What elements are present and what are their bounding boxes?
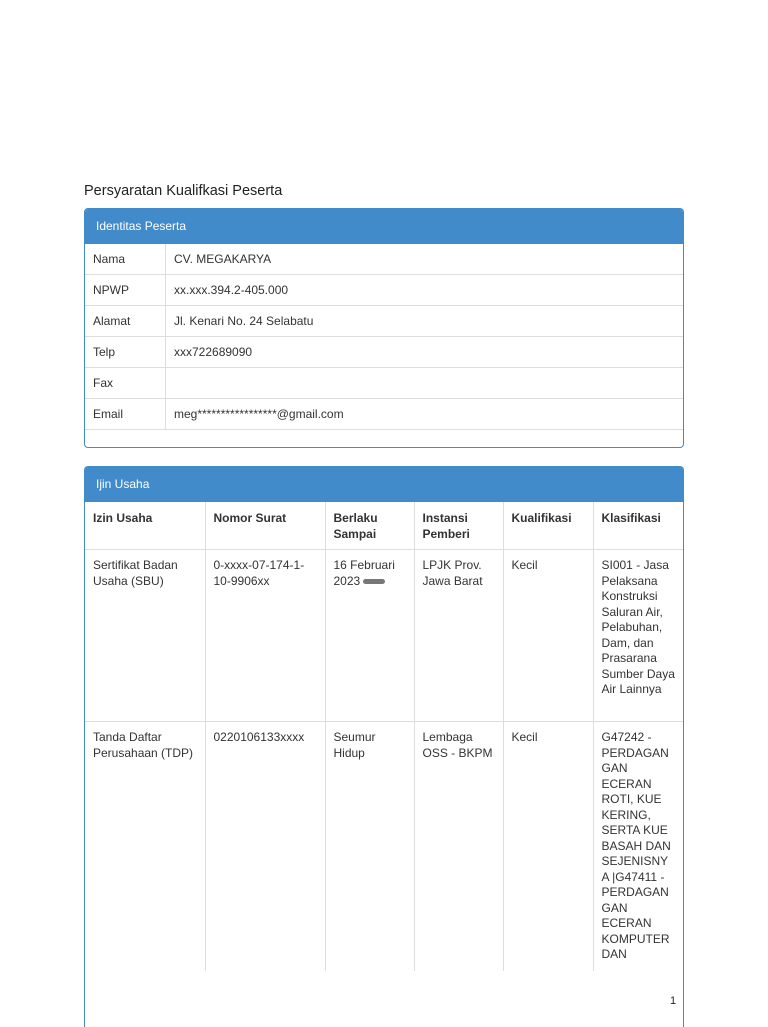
table-row bbox=[85, 550, 683, 722]
alamat-value: Jl. Kenari No. 24 Selabatu bbox=[166, 306, 684, 337]
ijin-header-row bbox=[85, 502, 683, 550]
column-header-izin-usaha: Izin Usaha bbox=[85, 502, 205, 550]
identitas-peserta-heading: Identitas Peserta bbox=[85, 209, 683, 244]
klasifikasi-cell: SI001 - Jasa Pelaksana Konstruksi Saluran Air, Pelabuhan, Dam, dan Prasarana Sumber Daya Air Lainnya bbox=[593, 550, 683, 722]
nomor-surat-cell: 0-xxxx-07-174-1-10-9906xx bbox=[205, 550, 325, 722]
identitas-row-email bbox=[85, 399, 683, 430]
ijin-usaha-panel bbox=[84, 466, 684, 1027]
telp-value: xxx722689090 bbox=[166, 337, 684, 368]
identitas-row-fax bbox=[85, 368, 683, 399]
klasifikasi-cell: G47242 - PERDAGANGAN ECERAN ROTI, KUE KERING, SERTA KUE BASAH DAN SEJENISNYA |G47411 - PERDAGANGAN ECERAN KOMPUTER DAN bbox=[593, 722, 683, 971]
column-header-berlaku-sampai: Berlaku Sampai bbox=[325, 502, 414, 550]
column-header-kualifikasi: Kualifikasi bbox=[503, 502, 593, 550]
alamat-label: Alamat bbox=[85, 306, 166, 337]
column-header-instansi-pemberi: Instansi Pemberi bbox=[414, 502, 503, 550]
column-header-klasifikasi: Klasifikasi bbox=[593, 502, 683, 550]
nama-value: CV. MEGAKARYA bbox=[174, 252, 272, 266]
izin-usaha-cell: Tanda Daftar Perusahaan (TDP) bbox=[85, 722, 205, 971]
page-title: Persyaratan Kualifkasi Peserta bbox=[84, 183, 283, 199]
instansi-pemberi-cell: LPJK Prov. Jawa Barat bbox=[414, 550, 503, 722]
berlaku-sampai-text: 16 Februari 2023 bbox=[333, 558, 395, 588]
npwp-value: xx.xxx.394.2-405.000 bbox=[166, 275, 684, 306]
email-value: meg*****************@gmail.com bbox=[166, 399, 684, 430]
npwp-label: NPWP bbox=[85, 275, 166, 306]
identitas-row-alamat bbox=[85, 306, 683, 337]
identitas-row-nama bbox=[85, 244, 683, 275]
fax-value bbox=[166, 368, 684, 399]
identitas-peserta-panel bbox=[84, 208, 684, 448]
nomor-surat-cell: 0220106133xxxx bbox=[205, 722, 325, 971]
izin-usaha-cell: Sertifikat Badan Usaha (SBU) bbox=[85, 550, 205, 722]
identitas-table bbox=[85, 244, 683, 430]
instansi-pemberi-cell: Lembaga OSS - BKPM bbox=[414, 722, 503, 971]
berlaku-sampai-cell bbox=[325, 550, 414, 722]
nama-label: Nama bbox=[85, 244, 166, 275]
column-header-nomor-surat: Nomor Surat bbox=[205, 502, 325, 550]
identitas-row-telp bbox=[85, 337, 683, 368]
table-row bbox=[85, 722, 683, 971]
email-label: Email bbox=[85, 399, 166, 430]
telp-label: Telp bbox=[85, 337, 166, 368]
page-number: 1 bbox=[670, 995, 677, 1007]
identitas-row-npwp bbox=[85, 275, 683, 306]
kualifikasi-cell: Kecil bbox=[503, 550, 593, 722]
ijin-usaha-table bbox=[85, 502, 683, 971]
kualifikasi-cell: Kecil bbox=[503, 722, 593, 971]
fax-label: Fax bbox=[85, 368, 166, 399]
berlaku-sampai-cell: Seumur Hidup bbox=[325, 722, 414, 971]
redaction-mark bbox=[363, 579, 385, 584]
ijin-usaha-heading: Ijin Usaha bbox=[85, 467, 683, 502]
